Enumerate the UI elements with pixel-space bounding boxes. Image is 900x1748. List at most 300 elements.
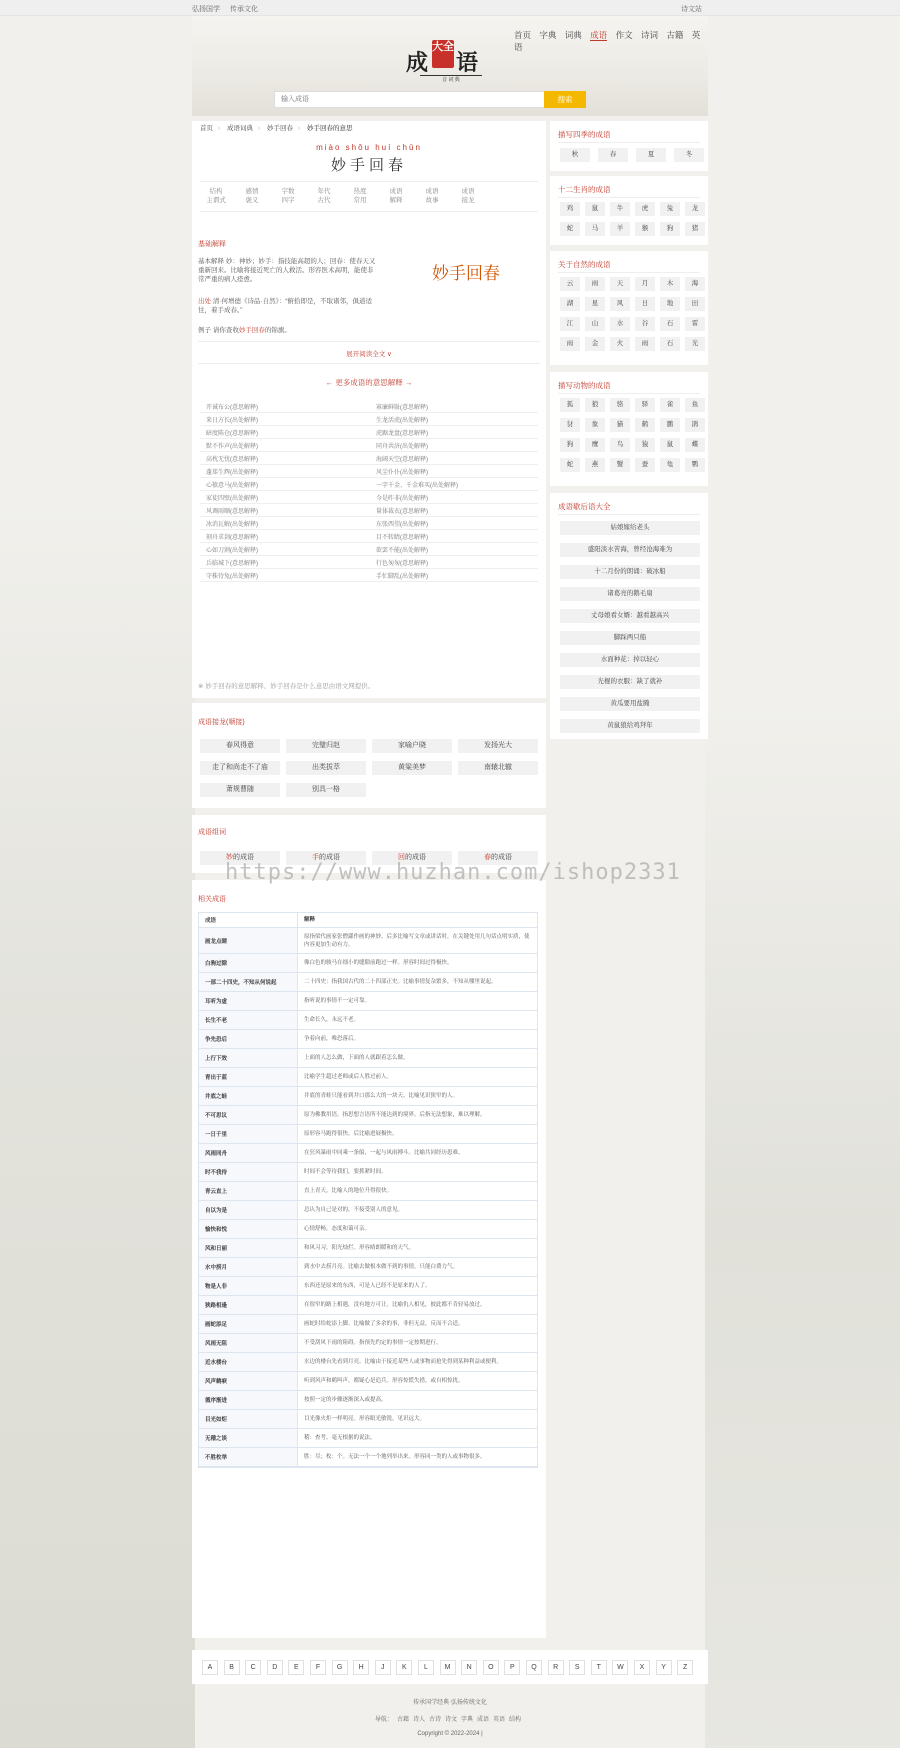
table-row [199, 1011, 537, 1030]
related-idiom[interactable]: 耳听为虚 [199, 992, 297, 1010]
related-idiom[interactable]: 风雨无阻 [199, 1334, 297, 1352]
sidebar-chip[interactable]: 春 [598, 148, 628, 162]
footer-link[interactable]: 成语 [477, 1717, 490, 1723]
search-input[interactable] [275, 92, 505, 107]
list-item [200, 504, 538, 517]
jielong-item[interactable]: 南辕北辙 [458, 761, 538, 775]
letter-link[interactable]: R [548, 1660, 564, 1675]
nav-item-guji[interactable]: 古籍 [666, 30, 684, 40]
jielong-item[interactable]: 出类拔萃 [286, 761, 366, 775]
sidebar-chip[interactable]: 狐 [560, 398, 580, 412]
sidebar-chip[interactable]: 冬 [674, 148, 704, 162]
related-meaning: 井底的青蛙只能看到井口那么大的一块天。比喻见识狭窄的人。 [297, 1087, 537, 1105]
letter-link[interactable]: E [288, 1660, 304, 1675]
sidebar-chip[interactable]: 水 [610, 317, 630, 331]
letter-link[interactable]: J [375, 1660, 391, 1675]
table-row [199, 1125, 537, 1144]
sidebar-chip[interactable]: 兔 [660, 202, 680, 216]
sidebar-chip[interactable]: 云 [560, 277, 580, 291]
footer-link: 导航： [374, 1717, 393, 1723]
sidebar-chip[interactable]: 猿 [635, 438, 655, 452]
related-meaning: 指听说的事情不一定可靠。 [297, 992, 537, 1010]
sidebar-nature [550, 251, 708, 365]
sidebar-chip[interactable]: 海 [685, 277, 705, 291]
basic-meaning [198, 257, 376, 284]
jielong-item[interactable]: 完璧归赵 [286, 739, 366, 753]
sidebar-xiehouyu [550, 493, 708, 739]
sidebar-chip[interactable]: 金 [585, 337, 605, 351]
list-item [200, 556, 538, 569]
sidebar-chip[interactable]: 猫 [610, 418, 630, 432]
nav-item-home[interactable]: 首页 [514, 30, 532, 40]
sidebar-chip[interactable]: 鹰 [585, 438, 605, 452]
table-row [199, 954, 537, 973]
table-header-cell: 成语 [199, 913, 297, 927]
tab-ganqing[interactable]: 感情 褒义 [245, 188, 259, 204]
header [192, 16, 708, 116]
xiehouyu-item[interactable]: 诸葛亮的鹅毛扇 [560, 587, 700, 601]
sidebar-chip[interactable]: 日 [635, 297, 655, 311]
main-nav [514, 29, 708, 53]
tab-niandai[interactable]: 年代 古代 [317, 188, 331, 204]
related-idiom[interactable]: 目光如炬 [199, 1410, 297, 1428]
xiehouyu-item[interactable]: 脚踩两只船 [560, 631, 700, 645]
related-title: 相关成语 [198, 896, 226, 903]
idiom-link[interactable]: 量体裁衣(意思解释) [376, 509, 428, 515]
jielong-item[interactable]: 黄粱美梦 [372, 761, 452, 775]
idiom-link[interactable]: 欲罢不能(出处解释) [376, 548, 428, 554]
related-idiom[interactable]: 井底之蛙 [199, 1087, 297, 1105]
tab-jielong[interactable]: 成语 接龙 [461, 188, 475, 204]
sidebar-chip[interactable]: 石 [660, 337, 680, 351]
idiom-link[interactable]: 来日方长(出处解释) [206, 418, 258, 424]
idiom-link[interactable]: 虎踞龙盘(意思解释) [376, 431, 428, 437]
nav-item-chengyu[interactable]: 成语 [590, 30, 608, 40]
expand-more-link[interactable]: 展开阅读全文 ∨ [346, 351, 392, 358]
topbar-right-link[interactable]: 诗文站 [681, 6, 702, 13]
letter-link[interactable]: W [612, 1660, 628, 1675]
zuci-item[interactable]: 手的成语 [286, 851, 366, 865]
zuci-item[interactable]: 妙的成语 [200, 851, 280, 865]
related-idiom[interactable]: 画龙点睛 [199, 928, 297, 953]
sidebar-chip[interactable]: 猴 [635, 222, 655, 236]
letter-link[interactable]: X [634, 1660, 650, 1675]
idiom-link[interactable]: 家徒四壁(出处解释) [206, 496, 258, 502]
idiom-link[interactable]: 刻舟求剑(意思解释) [206, 535, 258, 541]
search-button[interactable]: 搜索 [544, 91, 586, 108]
idiom-link[interactable]: 风尘仆仆(出处解释) [376, 470, 428, 476]
top-bar [0, 0, 900, 16]
sidebar-chip[interactable]: 秋 [560, 148, 590, 162]
sidebar-chip[interactable]: 雨 [585, 277, 605, 291]
related-meaning: 二十四史：指我国古代的二十四部正史。比喻事情复杂繁多，不知从哪里说起。 [297, 973, 537, 991]
sidebar-chip[interactable]: 鱼 [685, 398, 705, 412]
letter-link[interactable]: P [504, 1660, 520, 1675]
site-logo[interactable] [406, 38, 496, 88]
xiehouyu-item[interactable]: 黄鼠狼给鸡拜年 [560, 719, 700, 733]
related-table [198, 912, 538, 1468]
table-row [199, 1106, 537, 1125]
idiom-link[interactable]: 海阔天空(意思解释) [376, 457, 428, 463]
sidebar-chip[interactable]: 狗 [560, 438, 580, 452]
letter-link[interactable]: B [224, 1660, 240, 1675]
basic-meaning-text: 妙：神妙；妙手：指技能高超的人；回春：使春天又重新回来。比喻将接近死亡的人救活。形容医术高明，能使非常严重的病人痊愈。 [198, 258, 376, 283]
sidebar-chip[interactable]: 狼 [585, 398, 605, 412]
sidebar-chip[interactable]: 驿 [635, 398, 655, 412]
table-header [199, 913, 537, 928]
related-idiom[interactable]: 一部二十四史，不知从何说起 [199, 973, 297, 991]
footer-link[interactable]: 英语 [493, 1717, 506, 1723]
idiom-link[interactable]: 默不作声(出处解释) [206, 444, 258, 450]
idiom-link[interactable]: 心如刀割(出处解释) [206, 548, 258, 554]
related-meaning: 到水中去捞月亮。比喻去做根本做不到的事情，只能白费力气。 [297, 1258, 537, 1276]
sidebar-chip[interactable]: 雨 [560, 337, 580, 351]
idiom-link[interactable]: 心猿意马(出处解释) [206, 483, 258, 489]
sidebar-chip[interactable]: 燕 [585, 458, 605, 472]
sidebar-chip[interactable]: 木 [660, 277, 680, 291]
list-item [200, 413, 538, 426]
logo-char: 成 [406, 50, 429, 76]
tab-gushi[interactable]: 成语 故事 [425, 188, 439, 204]
footer-link[interactable]: 古诗 [428, 1717, 441, 1723]
sidebar-zodiac [550, 176, 708, 245]
table-row [199, 1410, 537, 1429]
sidebar-chip[interactable]: 星 [585, 297, 605, 311]
sidebar-chip[interactable]: 风 [610, 297, 630, 311]
jielong-item[interactable]: 家喻户晓 [372, 739, 452, 753]
idiom-link[interactable]: 高枕无忧(意思解释) [206, 457, 258, 463]
table-row [199, 1220, 537, 1239]
sidebar-chip[interactable]: 狗 [660, 222, 680, 236]
nav-item-cidian[interactable]: 词典 [564, 30, 582, 40]
sidebar-chip[interactable]: 山 [585, 317, 605, 331]
related-meaning: 不受刮风下雨的阻碍。指预先约定的事情一定按期进行。 [297, 1334, 537, 1352]
idiom-link[interactable]: 守株待兔(出处解释) [206, 574, 258, 580]
idiom-link[interactable]: 同舟共济(出处解释) [376, 444, 428, 450]
table-row [199, 973, 537, 992]
related-card [192, 880, 546, 1638]
jielong-item[interactable]: 发扬光大 [458, 739, 538, 753]
related-idiom[interactable]: 循序渐进 [199, 1391, 297, 1409]
breadcrumb-current: 妙手回春的意思 [306, 125, 353, 132]
footer-link[interactable]: 诗文 [444, 1717, 457, 1723]
related-meaning: 原为佛教用语，指思想言语所不能达到的境界。后指无法想象，难以理解。 [297, 1106, 537, 1124]
zuci-item[interactable]: 回的成语 [372, 851, 452, 865]
sidebar-chip[interactable]: 猪 [685, 222, 705, 236]
related-meaning: 胜：尽；枚：个。无法一个一个地列举出来。形容同一类的人或事物很多。 [297, 1448, 537, 1466]
sidebar-chip[interactable]: 鸡 [560, 202, 580, 216]
tab-jiegou[interactable]: 结构 主谓式 [206, 188, 226, 204]
nav-item-shici[interactable]: 诗词 [640, 30, 658, 40]
sidebar-chip[interactable]: 鹏 [660, 418, 680, 432]
tab-zishu[interactable]: 字数 四字 [281, 188, 295, 204]
letter-link[interactable]: O [483, 1660, 499, 1675]
sidebar-chip[interactable]: 雨 [635, 337, 655, 351]
idiom-link[interactable]: 寡廉鲜耻(意思解释) [376, 405, 428, 411]
table-row [199, 1239, 537, 1258]
sidebar-animal [550, 372, 708, 486]
background-landscape-right [705, 700, 900, 1748]
related-meaning: 像白色的骏马在细小的缝隙前跑过一样。形容时间过得极快。 [297, 954, 537, 972]
related-meaning: 按照一定的步骤逐渐深入或提高。 [297, 1391, 537, 1409]
footer-link[interactable]: 诗人 [412, 1717, 425, 1723]
sidebar-chip[interactable]: 光 [685, 337, 705, 351]
source-content: 清·何增德《诗品·自然》：“俯拾即是，不取诸邻，俱道适往，着手成春。” [198, 298, 373, 314]
breadcrumb-item[interactable]: 妙手回春 [266, 125, 293, 132]
idiom-link[interactable]: 暗度陈仓(意思解释) [206, 431, 258, 437]
related-meaning: 目光像火炬一样明亮。形容眼光敏锐，见识远大。 [297, 1410, 537, 1428]
source-label: 出处 [198, 298, 211, 305]
list-item [200, 439, 538, 452]
table-row [199, 1353, 537, 1372]
sidebar-chip[interactable]: 鹤 [635, 418, 655, 432]
logo-char: 语 [456, 50, 479, 76]
nav-item-zidian[interactable]: 字典 [539, 30, 557, 40]
xiehouyu-item[interactable]: 黄瓜要用盐腌 [560, 697, 700, 711]
sidebar-chip[interactable]: 火 [610, 337, 630, 351]
topbar-link[interactable]: 传承文化 [229, 6, 258, 13]
related-idiom[interactable]: 白驹过隙 [199, 954, 297, 972]
nav-item-zuowen[interactable]: 作文 [615, 30, 633, 40]
table-row [199, 992, 537, 1011]
related-idiom[interactable]: 长生不老 [199, 1011, 297, 1029]
xiehouyu-item[interactable]: 盛阳淡水苦海，曾经沧海难为 [560, 543, 700, 557]
related-meaning: 水边的楼台先看到月亮。比喻由于接近某些人或事物而抢先得到某种利益或便利。 [297, 1353, 537, 1371]
letter-index [192, 1650, 708, 1684]
related-idiom[interactable]: 争先恐后 [199, 1030, 297, 1048]
sidebar-chip[interactable]: 蛇 [560, 458, 580, 472]
list-item [200, 426, 538, 439]
table-row [199, 928, 537, 954]
related-idiom[interactable]: 青出于蓝 [199, 1068, 297, 1086]
basic-meaning-label: 基本解释 [198, 258, 224, 265]
letter-link[interactable]: C [245, 1660, 261, 1675]
related-meaning: 原指梁代画家张僧繇作画的神妙。后多比喻写文章或讲话时，在关键处用几句话点明实质，使内容更加生动有力。 [297, 928, 537, 953]
list-item [200, 452, 538, 465]
sidebar-chip[interactable]: 鹃 [685, 418, 705, 432]
sidebar-chip[interactable]: 鼠 [585, 202, 605, 216]
sidebar-chip[interactable]: 象 [585, 418, 605, 432]
sidebar-chip[interactable]: 天 [610, 277, 630, 291]
table-row [199, 1391, 537, 1410]
sidebar-chip[interactable]: 龙 [685, 202, 705, 216]
sidebar-chip[interactable]: 夏 [636, 148, 666, 162]
footnote: ※ 妙手回春的意思解释、妙手回春是什么意思由语文网提供。 [198, 683, 375, 690]
sidebar-chip[interactable]: 龟 [660, 458, 680, 472]
logo-seal: 大全 [432, 40, 454, 68]
related-idiom[interactable]: 画蛇添足 [199, 1315, 297, 1333]
xiehouyu-item[interactable]: 丈母娘看女婿：越看越高兴 [560, 609, 700, 623]
jielong-item[interactable]: 走了和尚走不了庙 [200, 761, 280, 775]
nav-item-yingyu[interactable]: 英语 [514, 30, 701, 52]
sidebar-chip[interactable]: 骆 [610, 398, 630, 412]
related-idiom[interactable]: 狭路相逢 [199, 1296, 297, 1314]
letter-link[interactable]: S [569, 1660, 585, 1675]
related-idiom[interactable]: 无稽之谈 [199, 1429, 297, 1447]
letter-link[interactable]: D [267, 1660, 283, 1675]
jielong-title: 成语接龙(顺接) [198, 719, 245, 726]
related-idiom[interactable]: 不可思议 [199, 1106, 297, 1124]
footer-slogan: 传承国学经典 弘扬传统文化 [413, 1700, 487, 1706]
tab-redu[interactable]: 热度 常用 [353, 188, 367, 204]
related-idiom[interactable]: 时不我待 [199, 1163, 297, 1181]
related-idiom[interactable]: 水中捞月 [199, 1258, 297, 1276]
related-idiom[interactable]: 上行下效 [199, 1049, 297, 1067]
sidebar-chip[interactable]: 石 [660, 317, 680, 331]
related-idiom[interactable]: 青云直上 [199, 1182, 297, 1200]
sidebar-chip[interactable]: 鼠 [660, 438, 680, 452]
jielong-item[interactable]: 别具一格 [286, 783, 366, 797]
sidebar-chip[interactable]: 马 [585, 222, 605, 236]
sidebar-chip[interactable]: 江 [560, 317, 580, 331]
table-row [199, 1296, 537, 1315]
meaning-section-title: 基础解释 [198, 241, 226, 248]
zuci-title: 成语组词 [198, 829, 226, 836]
watermark: https://www.huzhan.com/ishop2331 [225, 860, 681, 885]
related-meaning: 生命长久，永远不老。 [297, 1011, 537, 1029]
xiehouyu-item[interactable]: 姑娘嫁给老头 [560, 521, 700, 535]
letter-link[interactable]: G [332, 1660, 348, 1675]
related-idiom[interactable]: 不胜枚举 [199, 1448, 297, 1466]
idiom-link[interactable]: 目不转睛(意思解释) [376, 535, 428, 541]
related-meaning: 和风习习，阳光灿烂。形容晴朗暖和的天气。 [297, 1239, 537, 1257]
related-meaning: 在狂风暴雨中同乘一条船，一起与风雨搏斗。比喻共同经历患难。 [297, 1144, 537, 1162]
breadcrumb-item[interactable]: 成语词典 [226, 125, 253, 132]
idiom-link[interactable]: 生龙活虎(出处解释) [376, 418, 428, 424]
footer-link[interactable]: 字典 [461, 1717, 474, 1723]
sidebar-chip[interactable]: 雀 [660, 398, 680, 412]
idiom-detail-card [192, 121, 546, 698]
table-row [199, 1315, 537, 1334]
footer-link[interactable]: 结构 [509, 1717, 522, 1723]
letter-link[interactable]: Z [677, 1660, 693, 1675]
xiehouyu-item[interactable]: 光棍的衣服：缺了就补 [560, 675, 700, 689]
sidebar-chip[interactable]: 羊 [610, 222, 630, 236]
related-meaning: 在很窄的路上相遇，没有地方可让。比喻仇人相见，彼此都不肯轻易放过。 [297, 1296, 537, 1314]
idiom-link[interactable]: 风调雨顺(意思解释) [206, 509, 258, 515]
related-meaning: 总认为自己是对的，不接受别人的意见。 [297, 1201, 537, 1219]
idiom-link[interactable]: 兵临城下(意思解释) [206, 561, 258, 567]
letter-link[interactable]: L [418, 1660, 434, 1675]
more-idioms-list [200, 400, 538, 582]
related-idiom[interactable]: 风声鹤唳 [199, 1372, 297, 1390]
table-row [199, 1277, 537, 1296]
idiom-link[interactable]: 东张西望(出处解释) [376, 522, 428, 528]
example-pre: 请你查收 [212, 327, 239, 334]
related-meaning: 心情舒畅，态度和蔼可亲。 [297, 1220, 537, 1238]
related-idiom[interactable]: 风雨同舟 [199, 1144, 297, 1162]
letter-link[interactable]: T [591, 1660, 607, 1675]
search-bar [274, 91, 586, 108]
example-post: 的锦旗。 [264, 327, 291, 334]
letter-link[interactable]: F [310, 1660, 326, 1675]
related-idiom[interactable]: 自以为是 [199, 1201, 297, 1219]
related-meaning: 原形容马跑得很快。后比喻进展极快。 [297, 1125, 537, 1143]
related-meaning: 上面的人怎么做，下面的人就跟着怎么做。 [297, 1049, 537, 1067]
sidebar-title: 十二生肖的成语 [558, 185, 611, 194]
sidebar-title: 描写四季的成语 [558, 130, 611, 139]
table-row [199, 1372, 537, 1391]
idiom-link[interactable]: 今是昨非(出处解释) [376, 496, 428, 502]
idiom-link[interactable]: 冰消瓦解(出处解释) [206, 522, 258, 528]
table-header-cell: 解释 [297, 913, 537, 927]
xiehouyu-item[interactable]: 十二月份的朗诵：破冰船 [560, 565, 700, 579]
table-row [199, 1182, 537, 1201]
letter-link[interactable]: Q [526, 1660, 542, 1675]
list-item [200, 478, 538, 491]
idiom-link[interactable]: 蓬荜生辉(出处解释) [206, 470, 258, 476]
list-item [200, 465, 538, 478]
related-meaning: 比喻学生超过老师或后人胜过前人。 [297, 1068, 537, 1086]
breadcrumb-item[interactable]: 首页 [200, 125, 213, 132]
related-meaning: 直上青天。比喻人的地位升得很快。 [297, 1182, 537, 1200]
sidebar-chip[interactable]: 蟹 [610, 458, 630, 472]
letter-link[interactable]: Y [656, 1660, 672, 1675]
idiom-pinyin: miào shǒu huí chūn [316, 143, 422, 152]
table-row [199, 1030, 537, 1049]
example-highlight: 妙手回春 [238, 327, 265, 334]
table-row [199, 1258, 537, 1277]
sidebar-chip[interactable]: 鹦 [685, 458, 705, 472]
idiom-link[interactable]: 开诚布公(意思解释) [206, 405, 258, 411]
topbar-link[interactable]: 弘扬国学 [192, 6, 220, 13]
letter-link[interactable]: H [353, 1660, 369, 1675]
sidebar-chip[interactable]: 蝶 [685, 438, 705, 452]
letter-link[interactable]: N [461, 1660, 477, 1675]
related-idiom[interactable]: 近水楼台 [199, 1353, 297, 1371]
related-meaning: 听到风声和鹤叫声，都疑心是追兵。形容惊慌失措，或自相惊扰。 [297, 1372, 537, 1390]
sidebar-chip[interactable]: 虎 [635, 202, 655, 216]
idiom-link[interactable]: 一字千金、千金难买(出处解释) [376, 483, 458, 489]
jielong-item[interactable]: 萧规曹随 [200, 783, 280, 797]
jielong-card [192, 703, 546, 808]
sidebar-chip[interactable]: 地 [660, 297, 680, 311]
related-idiom[interactable]: 一日千里 [199, 1125, 297, 1143]
jielong-item[interactable]: 春风得意 [200, 739, 280, 753]
idiom-link[interactable]: 行色匆匆(意思解释) [376, 561, 428, 567]
sidebar-title: 成语歇后语大全 [558, 502, 611, 511]
footer-link[interactable]: 古籍 [396, 1717, 409, 1723]
sidebar-chip[interactable]: 豺 [560, 418, 580, 432]
table-row [199, 1163, 537, 1182]
related-idiom[interactable]: 风和日丽 [199, 1239, 297, 1257]
sidebar-chip[interactable]: 湖 [560, 297, 580, 311]
sidebar-chip[interactable]: 牛 [610, 202, 630, 216]
table-row [199, 1448, 537, 1467]
sidebar-season [550, 121, 708, 171]
related-meaning: 稽：查考。毫无根据的说法。 [297, 1429, 537, 1447]
more-meanings-title: ← 更多成语的意思解释 → [325, 378, 413, 387]
idiom-link[interactable]: 手忙脚乱(出处解释) [376, 574, 428, 580]
zuci-item[interactable]: 春的成语 [458, 851, 538, 865]
sidebar-chip[interactable]: 谷 [635, 317, 655, 331]
letter-link[interactable]: A [202, 1660, 218, 1675]
sidebar-chip[interactable]: 月 [635, 277, 655, 291]
related-idiom[interactable]: 物是人非 [199, 1277, 297, 1295]
xiehouyu-item[interactable]: 水面种花：掉以轻心 [560, 653, 700, 667]
list-item [200, 491, 538, 504]
letter-link[interactable]: M [440, 1660, 456, 1675]
list-item [200, 569, 538, 582]
sidebar-chip[interactable]: 雷 [685, 317, 705, 331]
sidebar-chip[interactable]: 蛇 [560, 222, 580, 236]
related-idiom[interactable]: 愉快和悦 [199, 1220, 297, 1238]
sidebar-chip[interactable]: 田 [685, 297, 705, 311]
sidebar-chip[interactable]: 鸟 [610, 438, 630, 452]
tab-jieshi[interactable]: 成语 解释 [389, 188, 403, 204]
letter-link[interactable]: K [396, 1660, 412, 1675]
sidebar-chip[interactable]: 蚕 [635, 458, 655, 472]
